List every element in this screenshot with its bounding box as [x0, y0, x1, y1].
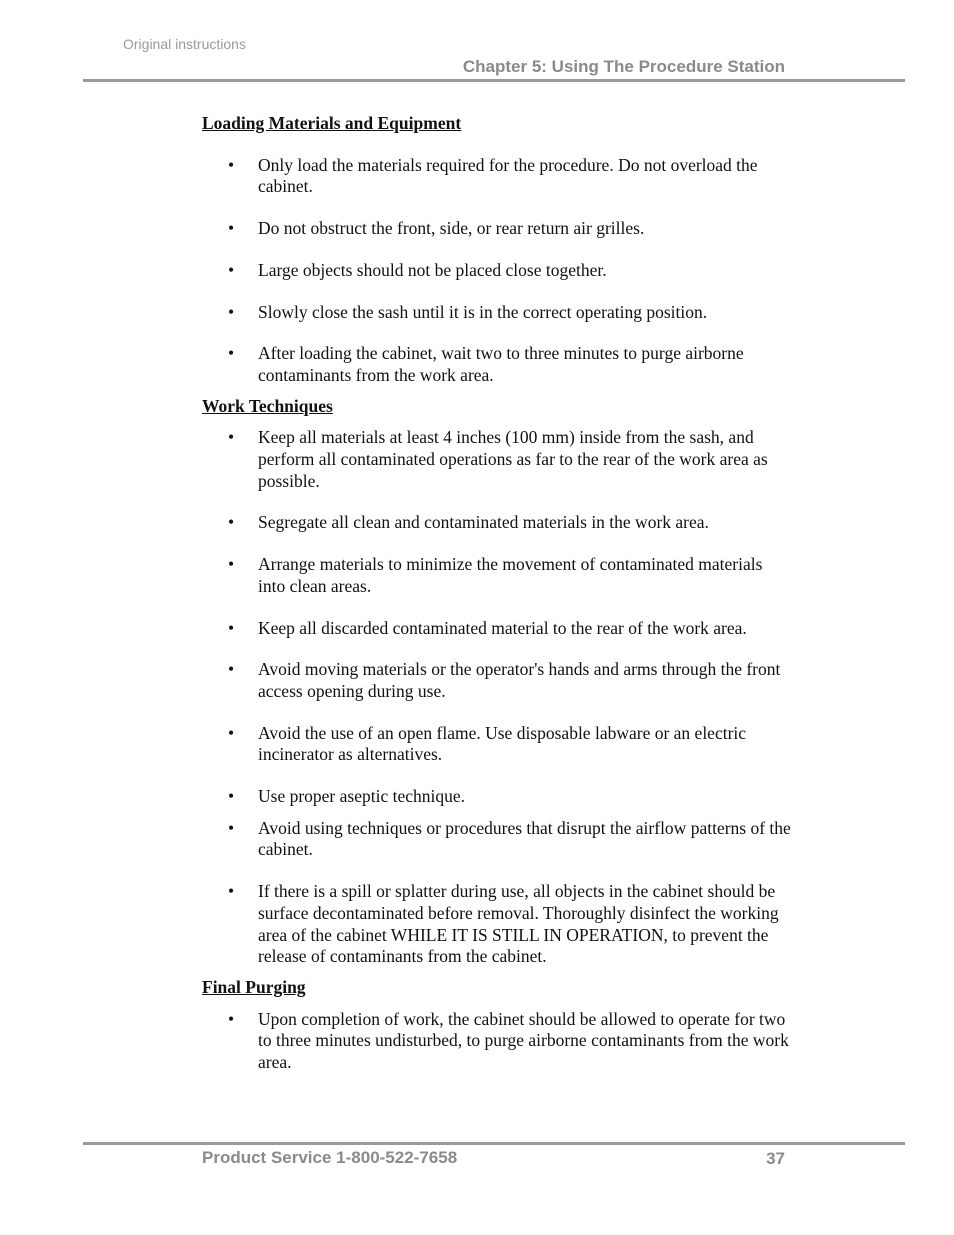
list-item-text: Arrange materials to minimize the movement of contaminated materials into clean areas.	[258, 554, 763, 596]
bullet-icon: •	[228, 1008, 235, 1029]
bullet-icon: •	[228, 301, 235, 322]
footer-divider	[83, 1142, 905, 1145]
bullet-icon: •	[228, 554, 235, 575]
original-instructions-label: Original instructions	[123, 36, 246, 52]
list-item-text: Keep all materials at least 4 inches (100 mm) inside from the sash, and perform all contaminated operations as far to the rear of the work area as possible.	[258, 427, 768, 491]
list-item	[202, 723, 792, 766]
list-item	[202, 786, 792, 808]
bullet-list	[202, 1009, 792, 1074]
list-item	[202, 218, 792, 240]
list-item	[202, 881, 792, 968]
bullet-icon: •	[228, 427, 235, 448]
list-item-text: Avoid using techniques or procedures that disrupt the airflow patterns of the cabinet.	[258, 817, 791, 860]
list-item	[202, 260, 792, 282]
bullet-icon: •	[228, 786, 235, 807]
list-item-text: Only load the materials required for the procedure. Do not overload the cabinet.	[258, 154, 758, 197]
list-item-text: If there is a spill or splatter during use, all objects in the cabinet should be surface decontaminated before removal. Thoroughly disinfect the working area of the cabinet WHILE IT IS STILL IN OPERATION, to prevent the release of contaminants from the cabinet.	[258, 881, 779, 967]
section-heading: Loading Materials and Equipment	[202, 113, 462, 133]
list-item-text: Use proper aseptic technique.	[258, 786, 466, 807]
bullet-icon: •	[228, 659, 235, 680]
chapter-title: Chapter 5: Using The Procedure Station	[462, 57, 785, 76]
list-item	[202, 1009, 792, 1074]
list-item	[202, 818, 792, 861]
list-item	[202, 618, 792, 640]
list-item	[202, 343, 792, 386]
list-item	[202, 302, 792, 324]
section-work-techniques	[202, 396, 792, 968]
section-final-purging	[202, 977, 792, 1074]
list-item-text: Do not obstruct the front, side, or rear return air grilles.	[258, 218, 645, 239]
list-item	[202, 659, 792, 702]
list-item-text: Upon completion of work, the cabinet should be allowed to operate for two to three minutes undisturbed, to purge airborne contaminants from the work area.	[258, 1008, 789, 1073]
list-item-text: Slowly close the sash until it is in the correct operating position.	[258, 301, 708, 322]
list-item-text: Avoid the use of an open flame. Use disposable labware or an electric incinerator as alternatives.	[258, 722, 747, 765]
product-service-text: Product Service 1-800-522-7658	[202, 1148, 458, 1167]
bullet-icon: •	[228, 218, 235, 239]
section-loading-materials	[202, 113, 792, 387]
header-divider	[83, 79, 905, 82]
list-item	[202, 427, 792, 492]
list-item-text: After loading the cabinet, wait two to three minutes to purge airborne contaminants from the work area.	[258, 343, 744, 385]
list-item-text: Keep all discarded contaminated material to the rear of the work area.	[258, 617, 747, 638]
bullet-icon: •	[228, 617, 235, 638]
list-item	[202, 554, 792, 597]
bullet-icon: •	[228, 259, 235, 280]
bullet-icon: •	[228, 722, 235, 743]
bullet-icon: •	[228, 817, 235, 838]
page-content	[202, 113, 792, 1074]
section-heading: Final Purging	[202, 976, 306, 997]
list-item	[202, 155, 792, 198]
list-item-text: Large objects should not be placed close together.	[258, 259, 607, 280]
list-item-text: Avoid moving materials or the operator's hands and arms through the front access opening during use.	[258, 659, 781, 701]
bullet-icon: •	[228, 343, 235, 364]
bullet-icon: •	[228, 881, 235, 902]
bullet-icon: •	[228, 512, 235, 533]
list-item-text: Segregate all clean and contaminated materials in the work area.	[258, 512, 709, 533]
list-item	[202, 512, 792, 534]
bullet-list	[202, 155, 792, 387]
bullet-list	[202, 427, 792, 968]
page-number: 37	[766, 1149, 785, 1168]
bullet-icon: •	[228, 154, 235, 175]
section-heading: Work Techniques	[202, 395, 333, 416]
